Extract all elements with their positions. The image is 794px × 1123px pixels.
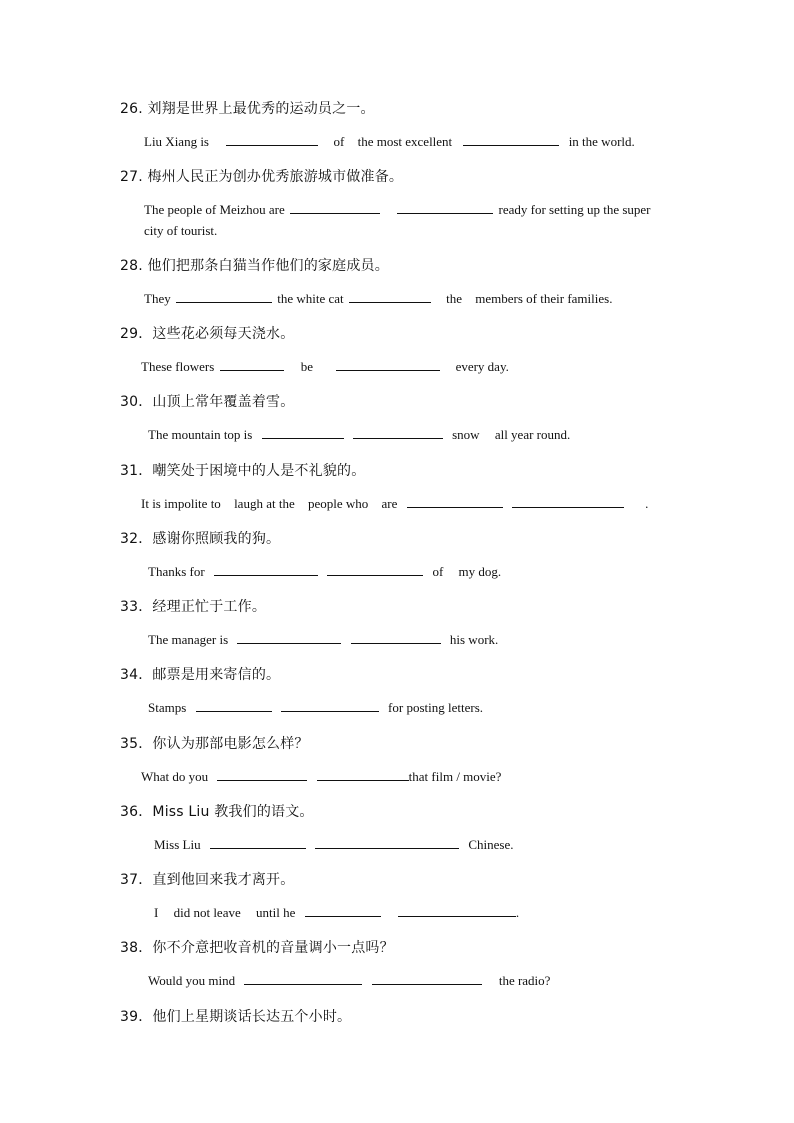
answer-text: the bbox=[446, 291, 463, 306]
answer-text: They bbox=[144, 291, 171, 306]
answer-text: Would you mind bbox=[148, 973, 236, 988]
question-31-prompt: 31．嘲笑处于困境中的人是不礼貌的。 bbox=[120, 463, 366, 479]
question-30-answer-line bbox=[148, 424, 570, 445]
answer-text: members of their families. bbox=[475, 291, 613, 306]
answer-blank[interactable] bbox=[349, 291, 431, 303]
answer-text: for posting letters. bbox=[388, 700, 484, 715]
answer-text: my dog. bbox=[458, 564, 502, 579]
answer-blank[interactable] bbox=[397, 202, 493, 214]
answer-blank[interactable] bbox=[353, 427, 443, 439]
answer-blank[interactable] bbox=[512, 496, 624, 508]
question-39-prompt: 39．他们上星期谈话长达五个小时。 bbox=[120, 1009, 352, 1025]
answer-text: The mountain top is bbox=[148, 427, 253, 442]
question-28-answer-line bbox=[144, 288, 612, 309]
answer-blank[interactable] bbox=[290, 202, 380, 214]
answer-text: The people of Meizhou are bbox=[144, 202, 285, 217]
answer-text: in the world. bbox=[568, 134, 635, 149]
question-34-answer-line bbox=[148, 697, 483, 718]
question-27-answer-continuation: city of tourist. bbox=[144, 223, 218, 238]
answer-text: of bbox=[432, 564, 444, 579]
answer-blank[interactable] bbox=[262, 427, 344, 439]
answer-blank[interactable] bbox=[336, 359, 440, 371]
answer-text: every day. bbox=[455, 359, 509, 374]
answer-text: Liu Xiang is bbox=[144, 134, 209, 149]
answer-blank[interactable] bbox=[214, 564, 318, 576]
answer-text: that film / movie? bbox=[408, 769, 502, 784]
answer-blank[interactable] bbox=[398, 905, 516, 917]
answer-text: the most excellent bbox=[357, 134, 453, 149]
question-36-answer-line bbox=[154, 834, 513, 855]
answer-text: It is impolite to bbox=[141, 496, 221, 511]
answer-text: are bbox=[381, 496, 398, 511]
question-30-prompt: 30．山顶上常年覆盖着雪。 bbox=[120, 394, 295, 410]
answer-blank[interactable] bbox=[315, 837, 459, 849]
question-26-prompt: 26. 刘翔是世界上最优秀的运动员之一。 bbox=[120, 101, 375, 117]
answer-text: Miss Liu bbox=[154, 837, 201, 852]
question-36-prompt: 36．Miss Liu 教我们的语文。 bbox=[120, 804, 314, 820]
answer-blank[interactable] bbox=[244, 973, 362, 985]
answer-text: the radio? bbox=[498, 973, 551, 988]
answer-text: I bbox=[154, 905, 159, 920]
answer-blank[interactable] bbox=[281, 700, 379, 712]
question-31-answer-line bbox=[141, 493, 648, 514]
question-26-answer-line bbox=[144, 131, 635, 152]
answer-blank[interactable] bbox=[196, 700, 272, 712]
answer-blank[interactable] bbox=[176, 291, 272, 303]
answer-text: did not leave bbox=[173, 905, 241, 920]
question-27-prompt: 27. 梅州人民正为创办优秀旅游城市做准备。 bbox=[120, 169, 404, 185]
question-29-answer-line bbox=[141, 356, 509, 377]
answer-blank[interactable] bbox=[217, 769, 307, 781]
answer-text: laugh at the bbox=[234, 496, 295, 511]
question-32-answer-line bbox=[148, 561, 501, 582]
question-38-prompt: 38．你不介意把收音机的音量调小一点吗？ bbox=[120, 940, 394, 956]
answer-text: Chinese. bbox=[468, 837, 514, 852]
answer-blank[interactable] bbox=[463, 134, 559, 146]
answer-blank[interactable] bbox=[327, 564, 423, 576]
answer-blank[interactable] bbox=[220, 359, 284, 371]
answer-text: ready for setting up the super bbox=[498, 202, 651, 217]
answer-text: snow bbox=[452, 427, 480, 442]
answer-blank[interactable] bbox=[237, 632, 341, 644]
answer-blank[interactable] bbox=[305, 905, 381, 917]
answer-text: his work. bbox=[449, 632, 499, 647]
question-28-prompt: 28. 他们把那条白猫当作他们的家庭成员。 bbox=[120, 258, 389, 274]
answer-blank[interactable] bbox=[372, 973, 482, 985]
answer-text: . bbox=[645, 496, 649, 511]
answer-text: be bbox=[300, 359, 314, 374]
question-33-prompt: 33．经理正忙于工作。 bbox=[120, 599, 267, 615]
question-33-answer-line bbox=[148, 629, 498, 650]
question-37-prompt: 37．直到他回来我才离开。 bbox=[120, 872, 295, 888]
answer-text: Stamps bbox=[148, 700, 187, 715]
question-32-prompt: 32．感谢你照顾我的狗。 bbox=[120, 531, 281, 547]
answer-text: the white cat bbox=[277, 291, 344, 306]
question-35-answer-line bbox=[141, 766, 501, 787]
answer-text: These flowers bbox=[141, 359, 215, 374]
answer-text: of bbox=[333, 134, 345, 149]
answer-text: all year round. bbox=[494, 427, 571, 442]
answer-text: The manager is bbox=[148, 632, 229, 647]
question-38-answer-line bbox=[148, 970, 550, 991]
answer-text: Thanks for bbox=[148, 564, 205, 579]
question-29-prompt: 29．这些花必须每天浇水。 bbox=[120, 326, 295, 342]
question-37-answer-line bbox=[154, 902, 519, 923]
answer-blank[interactable] bbox=[407, 496, 503, 508]
answer-blank[interactable] bbox=[226, 134, 318, 146]
answer-text: . bbox=[515, 905, 520, 920]
answer-text: people who bbox=[307, 496, 369, 511]
answer-blank[interactable] bbox=[351, 632, 441, 644]
answer-text: until he bbox=[256, 905, 296, 920]
answer-blank[interactable] bbox=[317, 769, 409, 781]
question-27-answer-line bbox=[144, 199, 651, 220]
answer-text: What do you bbox=[141, 769, 209, 784]
answer-blank[interactable] bbox=[210, 837, 306, 849]
question-35-prompt: 35．你认为那部电影怎么样？ bbox=[120, 736, 309, 752]
question-34-prompt: 34．邮票是用来寄信的。 bbox=[120, 667, 281, 683]
